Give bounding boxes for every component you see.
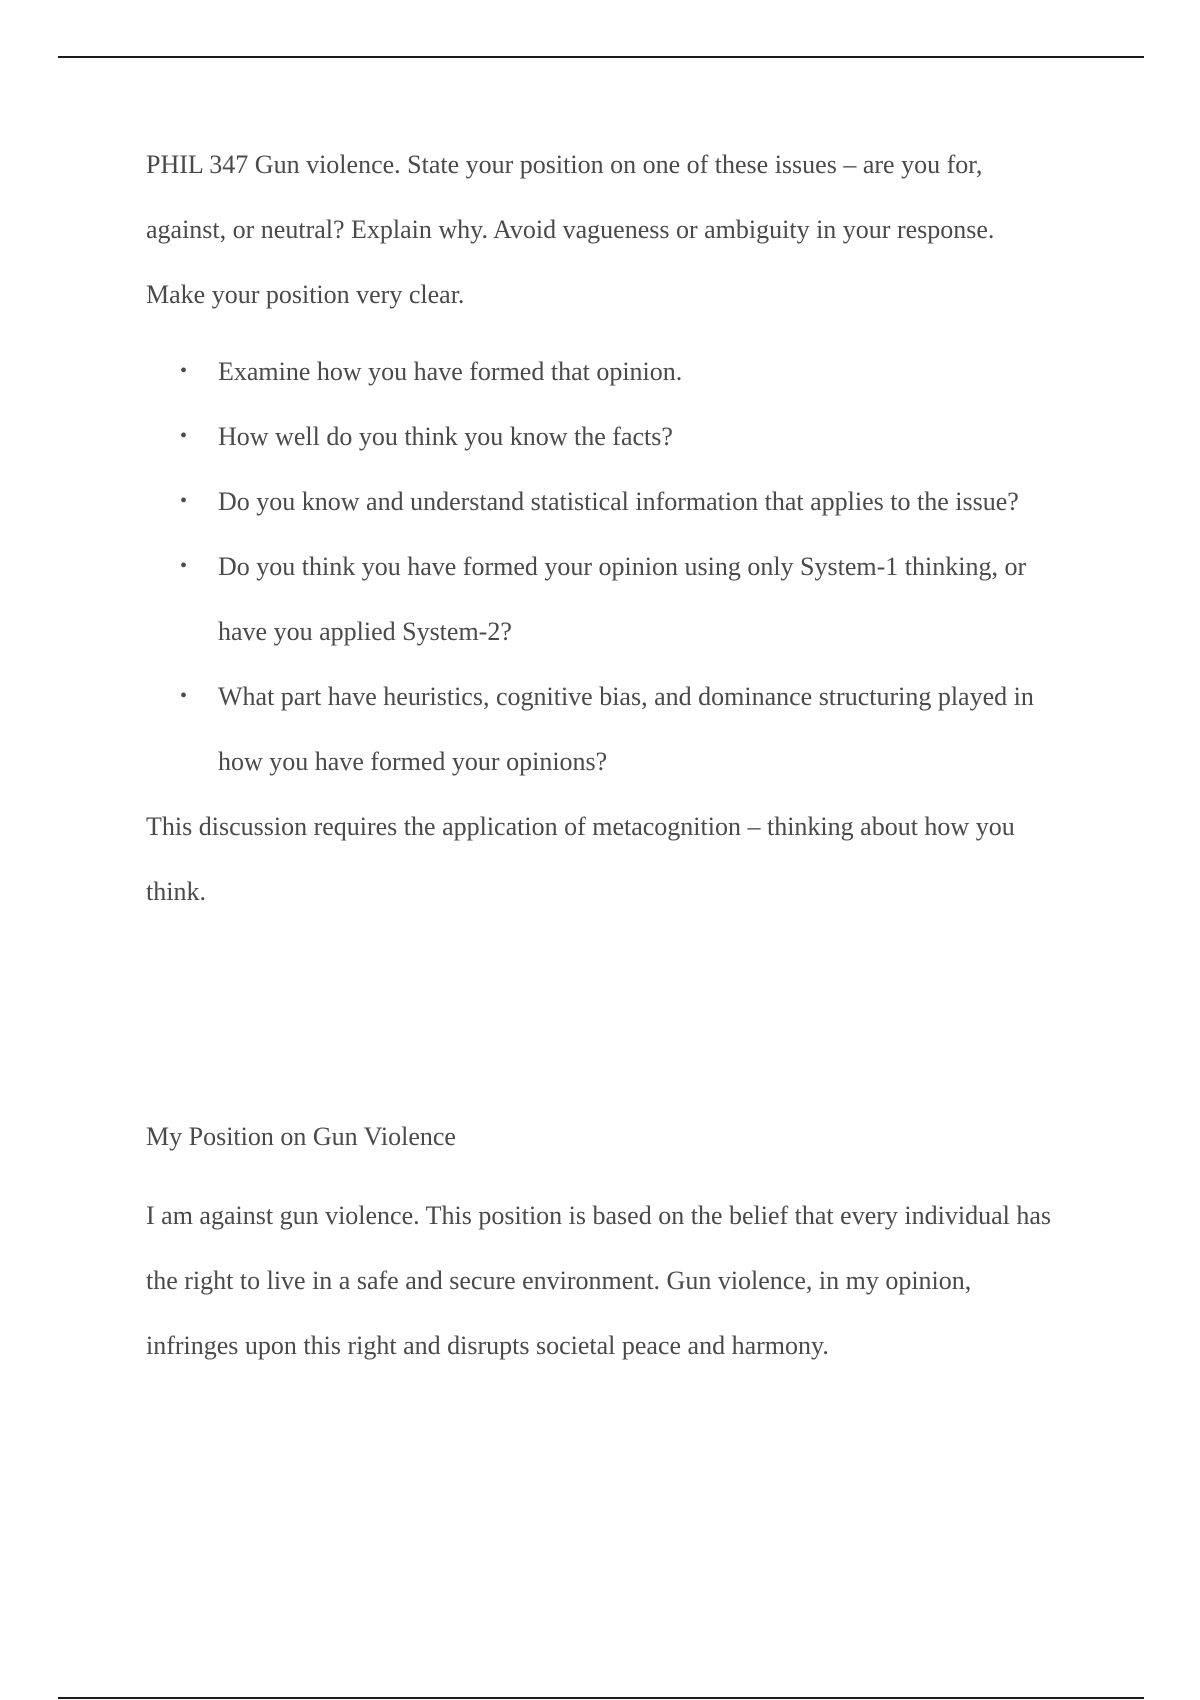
list-item [180, 404, 1051, 469]
list-item-text: Do you know and understand statistical information that applies to the issue? [218, 487, 1019, 516]
list-item [180, 469, 1051, 534]
bottom-divider [58, 1697, 1144, 1699]
prompt-question-list [146, 339, 1051, 794]
list-item-text: How well do you think you know the facts? [218, 422, 673, 451]
bullet-icon: • [180, 360, 188, 382]
bullet-icon: • [180, 425, 188, 447]
prompt-closing: This discussion requires the application of metacognition – thinking about how you think. [146, 812, 1015, 906]
document-body [146, 132, 1051, 1378]
list-item [180, 339, 1051, 404]
answer-body: I am against gun violence. This position is based on the belief that every individual has the right to live in a safe and secure environment. Gun violence, in my opinion, infringes upon this right and disrupts societal peace and harmony. [146, 1201, 1051, 1360]
bullet-icon: • [180, 685, 188, 707]
list-item-text: Do you think you have formed your opinion using only System-1 thinking, or have you applied System-2? [218, 552, 1027, 646]
list-item [180, 664, 1051, 794]
answer-heading: My Position on Gun Violence [146, 1122, 456, 1151]
list-item [180, 534, 1051, 664]
top-divider [58, 56, 1144, 58]
bullet-icon: • [180, 490, 188, 512]
bullet-icon: • [180, 555, 188, 577]
list-item-text: Examine how you have formed that opinion. [218, 357, 683, 386]
list-item-text: What part have heuristics, cognitive bias, and dominance structuring played in how you have formed your opinions? [218, 682, 1034, 776]
section-spacer [146, 924, 1051, 1104]
prompt-intro: PHIL 347 Gun violence. State your position on one of these issues – are you for, against, or neutral? Explain why. Avoid vagueness or ambiguity in your response. Make your position very clear. [146, 150, 995, 309]
